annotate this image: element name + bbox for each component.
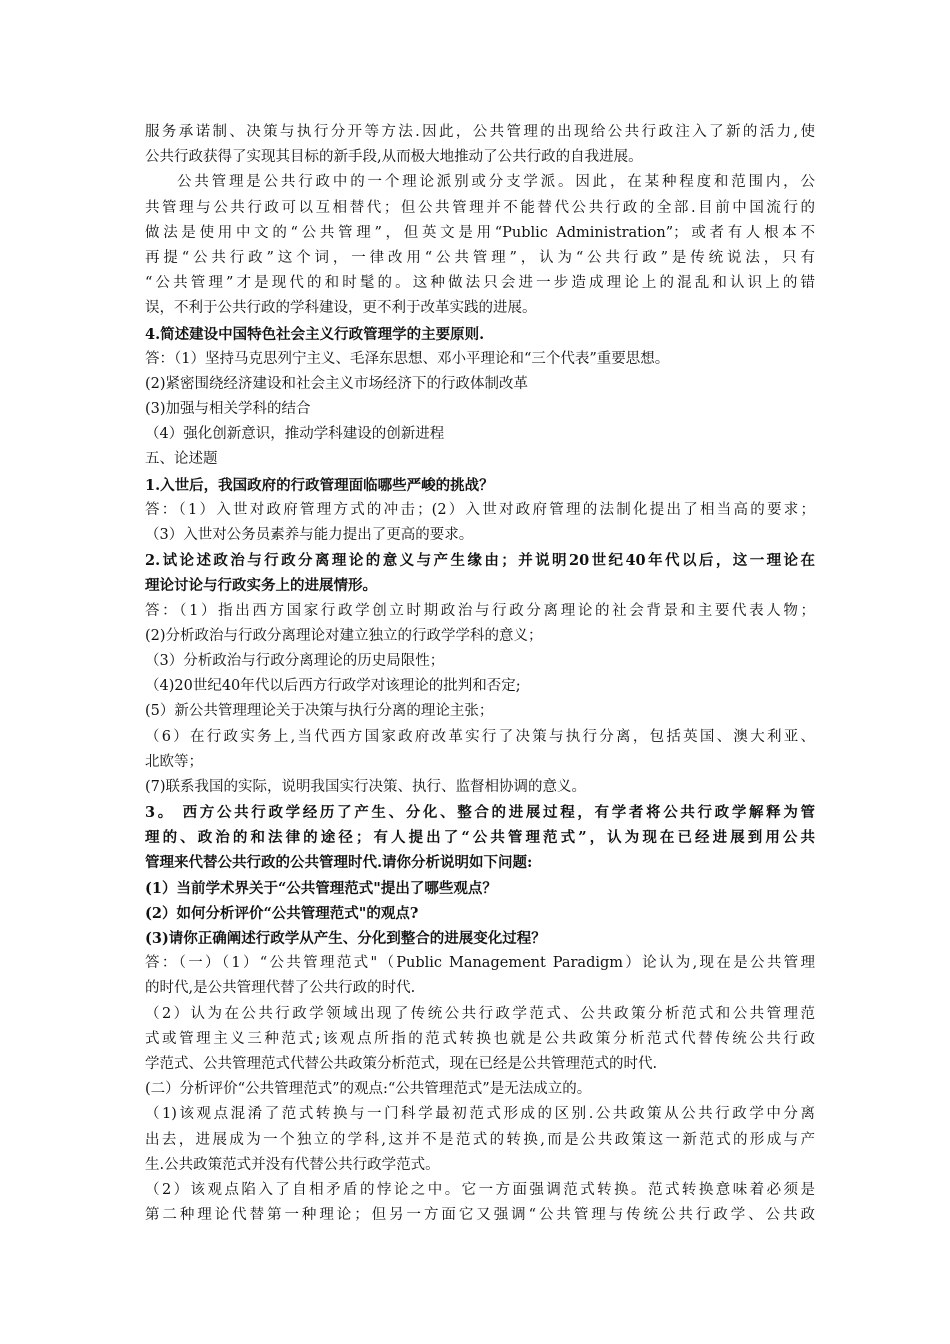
text-line: (5）新公共管理理论关于决策与执行分离的理论主张； [145, 703, 494, 720]
question-heading-line: (1）当前学术界关于“公共管理范式"提出了哪些观点？ [145, 879, 497, 897]
text-line: (7)联系我国的实际，说明我国实行决策、执行、监督相协调的意义。 [145, 778, 587, 795]
question-heading-line: (3)请你正确阐述行政学从产生、分化到整合的进展变化过程？ [145, 930, 546, 947]
question-heading-line: (2）如何分析评价“公共管理范式"的观点? [145, 904, 419, 922]
question-heading-line: 4.简述建设中国特色社会主义行政管理学的主要原则. [145, 325, 485, 343]
text-line: 误，不利于公共行政的学科建设，更不利于改革实践的进展。 [145, 300, 537, 317]
question-heading-line: 理论讨论与行政实务上的进展情形。 [145, 577, 377, 595]
text-line: 生.公共政策范式并没有代替公共行政学范式。 [145, 1156, 440, 1173]
text-line: （2）该观点陷入了自相矛盾的悖论之中。它一方面强调范式转换。范式转换意味着必须是 [145, 1181, 815, 1198]
text-line: 答：（1）指出西方国家行政学创立时期政治与行政分离理论的社会背景和主要代表人物； [145, 602, 815, 619]
text-line: （4)20世纪40年代以后西方行政学对该理论的批判和否定; [145, 678, 521, 695]
text-line: 公共行政获得了实现其目标的新手段,从而极大地推动了公共行政的自我进展。 [145, 149, 643, 166]
text-line: 答：（1）入世对政府管理方式的冲击；(2）入世对政府管理的法制化提出了相当高的要求； [145, 501, 815, 518]
question-heading-line: 理的、政治的和法律的途径；有人提出了“公共管理范式”，认为现在已经进展到用公共 [145, 829, 815, 847]
text-line: （6）在行政实务上,当代西方国家政府改革实行了决策与执行分离，包括英国、澳大利亚、 [145, 728, 815, 745]
text-line: 答：（1）坚持马克思列宁主义、毛泽东思想、邓小平理论和“三个代表”重要思想。 [145, 350, 670, 367]
text-line: 式或管理主义三种范式;该观点所指的范式转换也就是公共政策分析范式代替传统公共行政 [145, 1030, 815, 1047]
question-heading-line: 3。 西方公共行政学经历了产生、分化、整合的进展过程，有学者将公共行政学解释为管 [145, 804, 815, 822]
text-line: 做法是使用中文的“公共管理”，但英文是用“Public Administration”；或者有人根本不 [145, 224, 815, 241]
text-line: 学范式、公共管理范式代替公共政策分析范式，现在已经是公共管理范式的时代. [145, 1055, 658, 1072]
text-line: （3）分析政治与行政分离理论的历史局限性； [145, 652, 445, 669]
question-heading-line: 1.入世后，我国政府的行政管理面临哪些严峻的挑战？ [145, 476, 494, 494]
text-line: (2)紧密围绕经济建设和社会主义市场经济下的行政体制改革 [145, 375, 529, 392]
text-line: （4）强化创新意识，推动学科建设的创新进程 [145, 426, 445, 443]
text-line: （1)该观点混淆了范式转换与一门科学最初范式形成的区别.公共政策从公共行政学中分离 [145, 1106, 815, 1123]
text-line: (3)加强与相关学科的结合 [145, 401, 311, 418]
text-line: 公共管理是公共行政中的一个理论派别或分支学派。因此，在某种程度和范围内，公 [177, 174, 815, 191]
text-line: (二）分析评价“公共管理范式”的观点:“公共管理范式”是无法成立的。 [145, 1081, 592, 1098]
text-line: 共管理与公共行政可以互相替代；但公共管理并不能替代公共行政的全部.目前中国流行的 [145, 199, 815, 216]
question-heading-line: 管理来代替公共行政的公共管理时代.请你分析说明如下问题: [145, 854, 533, 872]
text-line: 再提“公共行政”这个词，一律改用“公共管理”，认为“公共行政”是传统说法，只有 [145, 249, 815, 266]
text-line: (2)分析政治与行政分离理论对建立独立的行政学学科的意义； [145, 627, 543, 644]
text-line: 答：（一）（1）“公共管理范式"（Public Management Paradigm）论认为,现在是公共管理 [145, 955, 815, 972]
question-heading-line: 2.试论述政治与行政分离理论的意义与产生缘由；并说明20世纪40年代以后，这一理论在 [145, 552, 815, 570]
text-line: 第二种理论代替第一种理论；但另一方面它又强调“公共管理与传统公共行政学、公共政 [145, 1207, 815, 1224]
document-body [145, 120, 815, 1228]
text-line: “公共管理”才是现代的和时髦的。这种做法只会进一步造成理论上的混乱和认识上的错 [145, 275, 815, 292]
text-line: 出去，进展成为一个独立的学科,这并不是范式的转换,而是公共政策这一新范式的形成与产 [145, 1131, 815, 1148]
text-line: 北欧等； [145, 753, 203, 770]
text-line: 的时代,是公共管理代替了公共行政的时代. [145, 980, 416, 997]
text-line: 五、论述题 [145, 451, 218, 468]
text-line: （2）认为在公共行政学领域出现了传统公共行政学范式、公共政策分析范式和公共管理范 [145, 1005, 815, 1022]
text-line: 服务承诺制、决策与执行分开等方法.因此，公共管理的出现给公共行政注入了新的活力,使 [145, 124, 815, 140]
text-line: （3）入世对公务员素养与能力提出了更高的要求。 [145, 527, 474, 543]
